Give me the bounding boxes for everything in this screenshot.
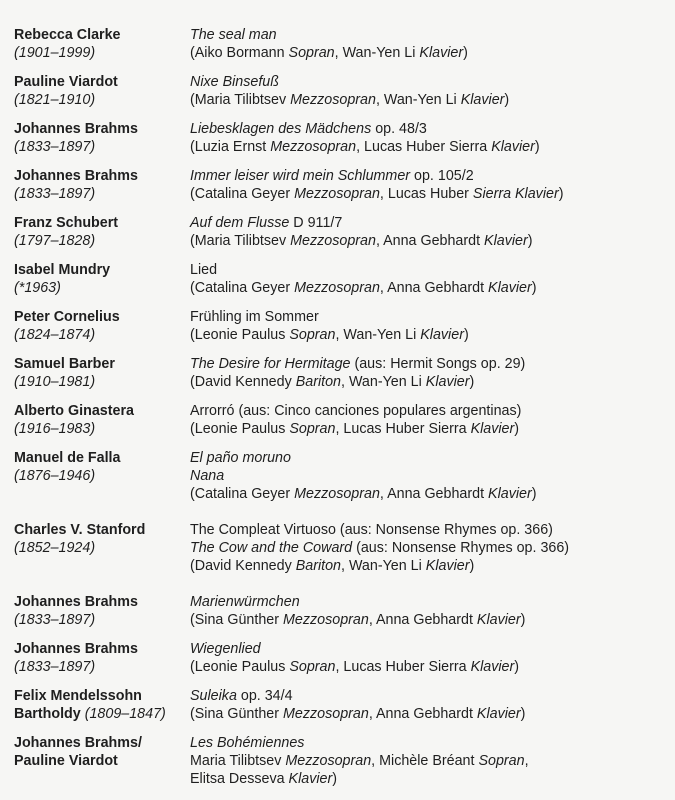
composer-block — [0, 687, 188, 723]
works-block — [188, 402, 675, 438]
text: ) — [463, 327, 469, 343]
works-block — [188, 73, 675, 109]
composer-dates: (1833–1897) — [14, 659, 96, 675]
work-line — [190, 557, 675, 575]
work-line — [190, 185, 675, 203]
work-line — [190, 770, 675, 788]
italic-text: Bariton — [295, 374, 342, 390]
work-line — [190, 734, 675, 752]
composer-dates: (1852–1924) — [14, 540, 96, 556]
program-entry — [0, 261, 675, 297]
italic-text: Klavier — [288, 771, 333, 787]
text: (Catalina Geyer — [190, 486, 295, 502]
program-entry — [0, 593, 675, 629]
program-entry — [0, 402, 675, 438]
work-line — [190, 308, 675, 326]
text: ) — [520, 706, 526, 722]
text: , Lucas Huber Sierra — [356, 139, 492, 155]
text: Elitsa Desseva — [190, 771, 289, 787]
italic-text: Klavier — [476, 706, 521, 722]
composer-block — [0, 214, 188, 250]
composer-dates: (1910–1981) — [14, 374, 96, 390]
text: , Wan-Yen Li — [375, 92, 461, 108]
italic-text: Klavier — [491, 139, 535, 155]
composer-name: Rebecca Clarke — [14, 27, 121, 43]
composer-block — [0, 167, 188, 203]
work-line — [190, 420, 675, 438]
text: ) — [469, 558, 475, 574]
work-line — [190, 640, 675, 658]
works-block — [188, 521, 675, 575]
text: , Anna Gebhardt — [379, 486, 489, 502]
italic-text: Mezzosopran — [294, 186, 380, 202]
composer-name: Felix Mendelssohn — [14, 688, 142, 704]
work-line — [190, 593, 675, 611]
text: (Maria Tilibtsev — [190, 92, 291, 108]
program-entry — [0, 26, 675, 62]
text: ) — [332, 771, 337, 787]
works-block — [188, 167, 675, 203]
italic-text: Klavier — [460, 92, 505, 108]
composer-dates: (1809–1847) — [80, 706, 166, 722]
text: , Wan-Yen Li — [341, 374, 426, 390]
italic-text: Nana — [190, 468, 225, 484]
text: (Luzia Ernst — [190, 139, 271, 155]
text: op. 48/3 — [371, 121, 427, 137]
italic-text: Suleika — [190, 688, 237, 704]
text: ) — [531, 280, 537, 296]
work-line — [190, 467, 675, 485]
work-line — [190, 214, 675, 232]
text: , Michèle Bréant — [371, 753, 479, 769]
italic-text: Mezzosopran — [294, 486, 380, 502]
italic-text: Klavier — [476, 612, 521, 628]
text: , Wan-Yen Li — [341, 558, 426, 574]
composer-name-cont: Bartholdy (1809–1847) — [14, 706, 166, 722]
works-block — [188, 26, 675, 62]
composer-name: Manuel de Falla — [14, 450, 121, 466]
work-line — [190, 752, 675, 770]
text: ) — [527, 233, 533, 249]
text: , — [524, 753, 529, 769]
work-line — [190, 658, 675, 676]
composer-dates: (1833–1897) — [14, 139, 96, 155]
italic-text: Mezzosopran — [282, 612, 369, 628]
composer-name: Johannes Brahms/ — [14, 735, 142, 751]
work-line — [190, 521, 675, 539]
program-entry — [0, 308, 675, 344]
work-line — [190, 279, 675, 297]
italic-text: Mezzosopran — [290, 233, 376, 249]
italic-text: The seal man — [190, 27, 277, 43]
work-line — [190, 120, 675, 138]
italic-text: The Cow and the Coward — [190, 540, 353, 556]
program-entry — [0, 355, 675, 391]
italic-text: Klavier — [425, 374, 470, 390]
text: ) — [531, 486, 537, 502]
text: , Lucas Huber — [379, 186, 473, 202]
composer-name: Samuel Barber — [14, 356, 115, 372]
composer-dates: (1797–1828) — [14, 233, 96, 249]
works-block — [188, 449, 675, 503]
italic-text: Immer leiser wird mein Schlummer — [190, 168, 411, 184]
italic-text: Mezzosopran — [294, 280, 380, 296]
program-entry — [0, 214, 675, 250]
text: ) — [514, 421, 520, 437]
work-line — [190, 261, 675, 279]
composer-name: Isabel Mundry — [14, 262, 111, 278]
text: Lied — [190, 262, 218, 278]
italic-text: The Desire for Hermitage — [190, 356, 351, 372]
work-line — [190, 539, 675, 557]
work-line — [190, 402, 675, 420]
composer-name: Charles V. Stanford — [14, 522, 146, 538]
work-line — [190, 26, 675, 44]
italic-text: Mezzosopran — [270, 139, 357, 155]
text: ) — [558, 186, 564, 202]
work-line — [190, 373, 675, 391]
italic-text: Sopran — [289, 421, 336, 437]
work-line — [190, 326, 675, 344]
text: op. 105/2 — [410, 168, 474, 184]
italic-text: Mezzosopran — [290, 92, 376, 108]
work-line — [190, 232, 675, 250]
composer-block — [0, 593, 188, 629]
text: , Anna Gebhardt — [375, 233, 485, 249]
text: , Anna Gebhardt — [379, 280, 489, 296]
italic-text: Sopran — [289, 659, 336, 675]
composer-name: Alberto Ginastera — [14, 403, 134, 419]
program-entry — [0, 167, 675, 203]
text: (Leonie Paulus — [190, 421, 290, 437]
text: (Catalina Geyer — [190, 186, 295, 202]
text: , Anna Gebhardt — [368, 706, 477, 722]
italic-text: Liebesklagen des Mädchens — [190, 121, 372, 137]
text: , Anna Gebhardt — [368, 612, 477, 628]
italic-text: Klavier — [419, 45, 464, 61]
works-block — [188, 308, 675, 344]
composer-block — [0, 355, 188, 391]
program-entry — [0, 73, 675, 109]
text: op. 34/4 — [236, 688, 293, 704]
works-block — [188, 640, 675, 676]
text: D 911/7 — [289, 215, 343, 231]
composer-dates: (1901–1999) — [14, 45, 96, 61]
text: (Catalina Geyer — [190, 280, 295, 296]
composer-name: Johannes Brahms — [14, 168, 138, 184]
works-block — [188, 593, 675, 629]
text: ) — [463, 45, 468, 61]
text: , Lucas Huber Sierra — [335, 421, 471, 437]
composer-block — [0, 261, 188, 297]
works-block — [188, 261, 675, 297]
text: ) — [534, 139, 540, 155]
text: The Compleat Virtuoso (aus: Nonsense Rhymes op. 366) — [190, 522, 553, 538]
composer-name: Johannes Brahms — [14, 594, 138, 610]
text: (David Kennedy — [190, 374, 296, 390]
composer-name-cont: Pauline Viardot — [14, 753, 118, 769]
italic-text: Mezzosopran — [285, 753, 372, 769]
composer-name: Johannes Brahms — [14, 641, 138, 657]
composer-name: Pauline Viardot — [14, 74, 118, 90]
work-line — [190, 167, 675, 185]
work-line — [190, 705, 675, 723]
italic-text: Auf dem Flusse — [190, 215, 290, 231]
composer-name: Peter Cornelius — [14, 309, 120, 325]
text: ) — [514, 659, 520, 675]
composer-block — [0, 449, 188, 503]
text: (Sina Günther — [190, 706, 283, 722]
italic-text: Klavier — [470, 421, 515, 437]
work-line — [190, 449, 675, 467]
work-line — [190, 138, 675, 156]
composer-dates: (1833–1897) — [14, 186, 96, 202]
program-entry — [0, 521, 675, 575]
composer-name: Franz Schubert — [14, 215, 119, 231]
composer-block — [0, 521, 188, 575]
italic-text: Marienwürmchen — [190, 594, 300, 610]
text: (Sina Günther — [190, 612, 283, 628]
italic-text: Sopran — [288, 45, 335, 61]
text: (Leonie Paulus — [190, 327, 290, 343]
composer-dates: (1821–1910) — [14, 92, 96, 108]
italic-text: Klavier — [420, 327, 464, 343]
italic-text: Bariton — [295, 558, 342, 574]
italic-text: Sopran — [289, 327, 336, 343]
composer-dates: (1824–1874) — [14, 327, 96, 343]
text: (aus: Hermit Songs op. 29) — [350, 356, 526, 372]
composer-block — [0, 734, 188, 788]
program-entry — [0, 449, 675, 503]
italic-text: Klavier — [488, 486, 532, 502]
work-line — [190, 44, 675, 62]
italic-text: Klavier — [470, 659, 515, 675]
text: (Leonie Paulus — [190, 659, 290, 675]
composer-dates: (*1963) — [14, 280, 61, 296]
composer-dates: (1916–1983) — [14, 421, 96, 437]
composer-block — [0, 26, 188, 62]
italic-text: El paño moruno — [190, 450, 291, 466]
italic-text: Les Bohémiennes — [190, 735, 305, 751]
works-block — [188, 120, 675, 156]
italic-text: Sierra Klavier — [472, 186, 559, 202]
composer-block — [0, 640, 188, 676]
text: (Maria Tilibtsev — [190, 233, 291, 249]
program-entry — [0, 640, 675, 676]
composer-block — [0, 120, 188, 156]
text: (aus: Nonsense Rhymes op. 366) — [352, 540, 570, 556]
italic-text: Klavier — [425, 558, 470, 574]
italic-text: Wiegenlied — [190, 641, 261, 657]
text: Frühling im Sommer — [190, 309, 319, 325]
text: (David Kennedy — [190, 558, 296, 574]
work-line — [190, 485, 675, 503]
text: , Lucas Huber Sierra — [335, 659, 471, 675]
composer-block — [0, 402, 188, 438]
italic-text: Klavier — [488, 280, 532, 296]
works-block — [188, 687, 675, 723]
composer-block — [0, 308, 188, 344]
program-entry — [0, 734, 675, 788]
work-line — [190, 73, 675, 91]
text: ) — [504, 92, 510, 108]
text: , Wan-Yen Li — [335, 327, 421, 343]
text: Maria Tilibtsev — [190, 753, 286, 769]
work-line — [190, 611, 675, 629]
italic-text: Klavier — [484, 233, 528, 249]
composer-name: Johannes Brahms — [14, 121, 138, 137]
works-block — [188, 355, 675, 391]
composer-dates: (1876–1946) — [14, 468, 96, 484]
composer-block — [0, 73, 188, 109]
work-line — [190, 91, 675, 109]
work-line — [190, 687, 675, 705]
composer-dates: (1833–1897) — [14, 612, 96, 628]
text: (Aiko Bormann — [190, 45, 289, 61]
italic-text: Mezzosopran — [282, 706, 369, 722]
text: ) — [520, 612, 526, 628]
works-block — [188, 214, 675, 250]
text: Arrorró (aus: Cinco canciones populares argentinas) — [190, 403, 522, 419]
works-block — [188, 734, 675, 788]
text: , Wan-Yen Li — [334, 45, 420, 61]
program-entry — [0, 687, 675, 723]
program-entry — [0, 120, 675, 156]
work-line — [190, 355, 675, 373]
italic-text: Nixe Binsefuß — [190, 74, 279, 90]
italic-text: Sopran — [478, 753, 525, 769]
text: ) — [469, 374, 475, 390]
